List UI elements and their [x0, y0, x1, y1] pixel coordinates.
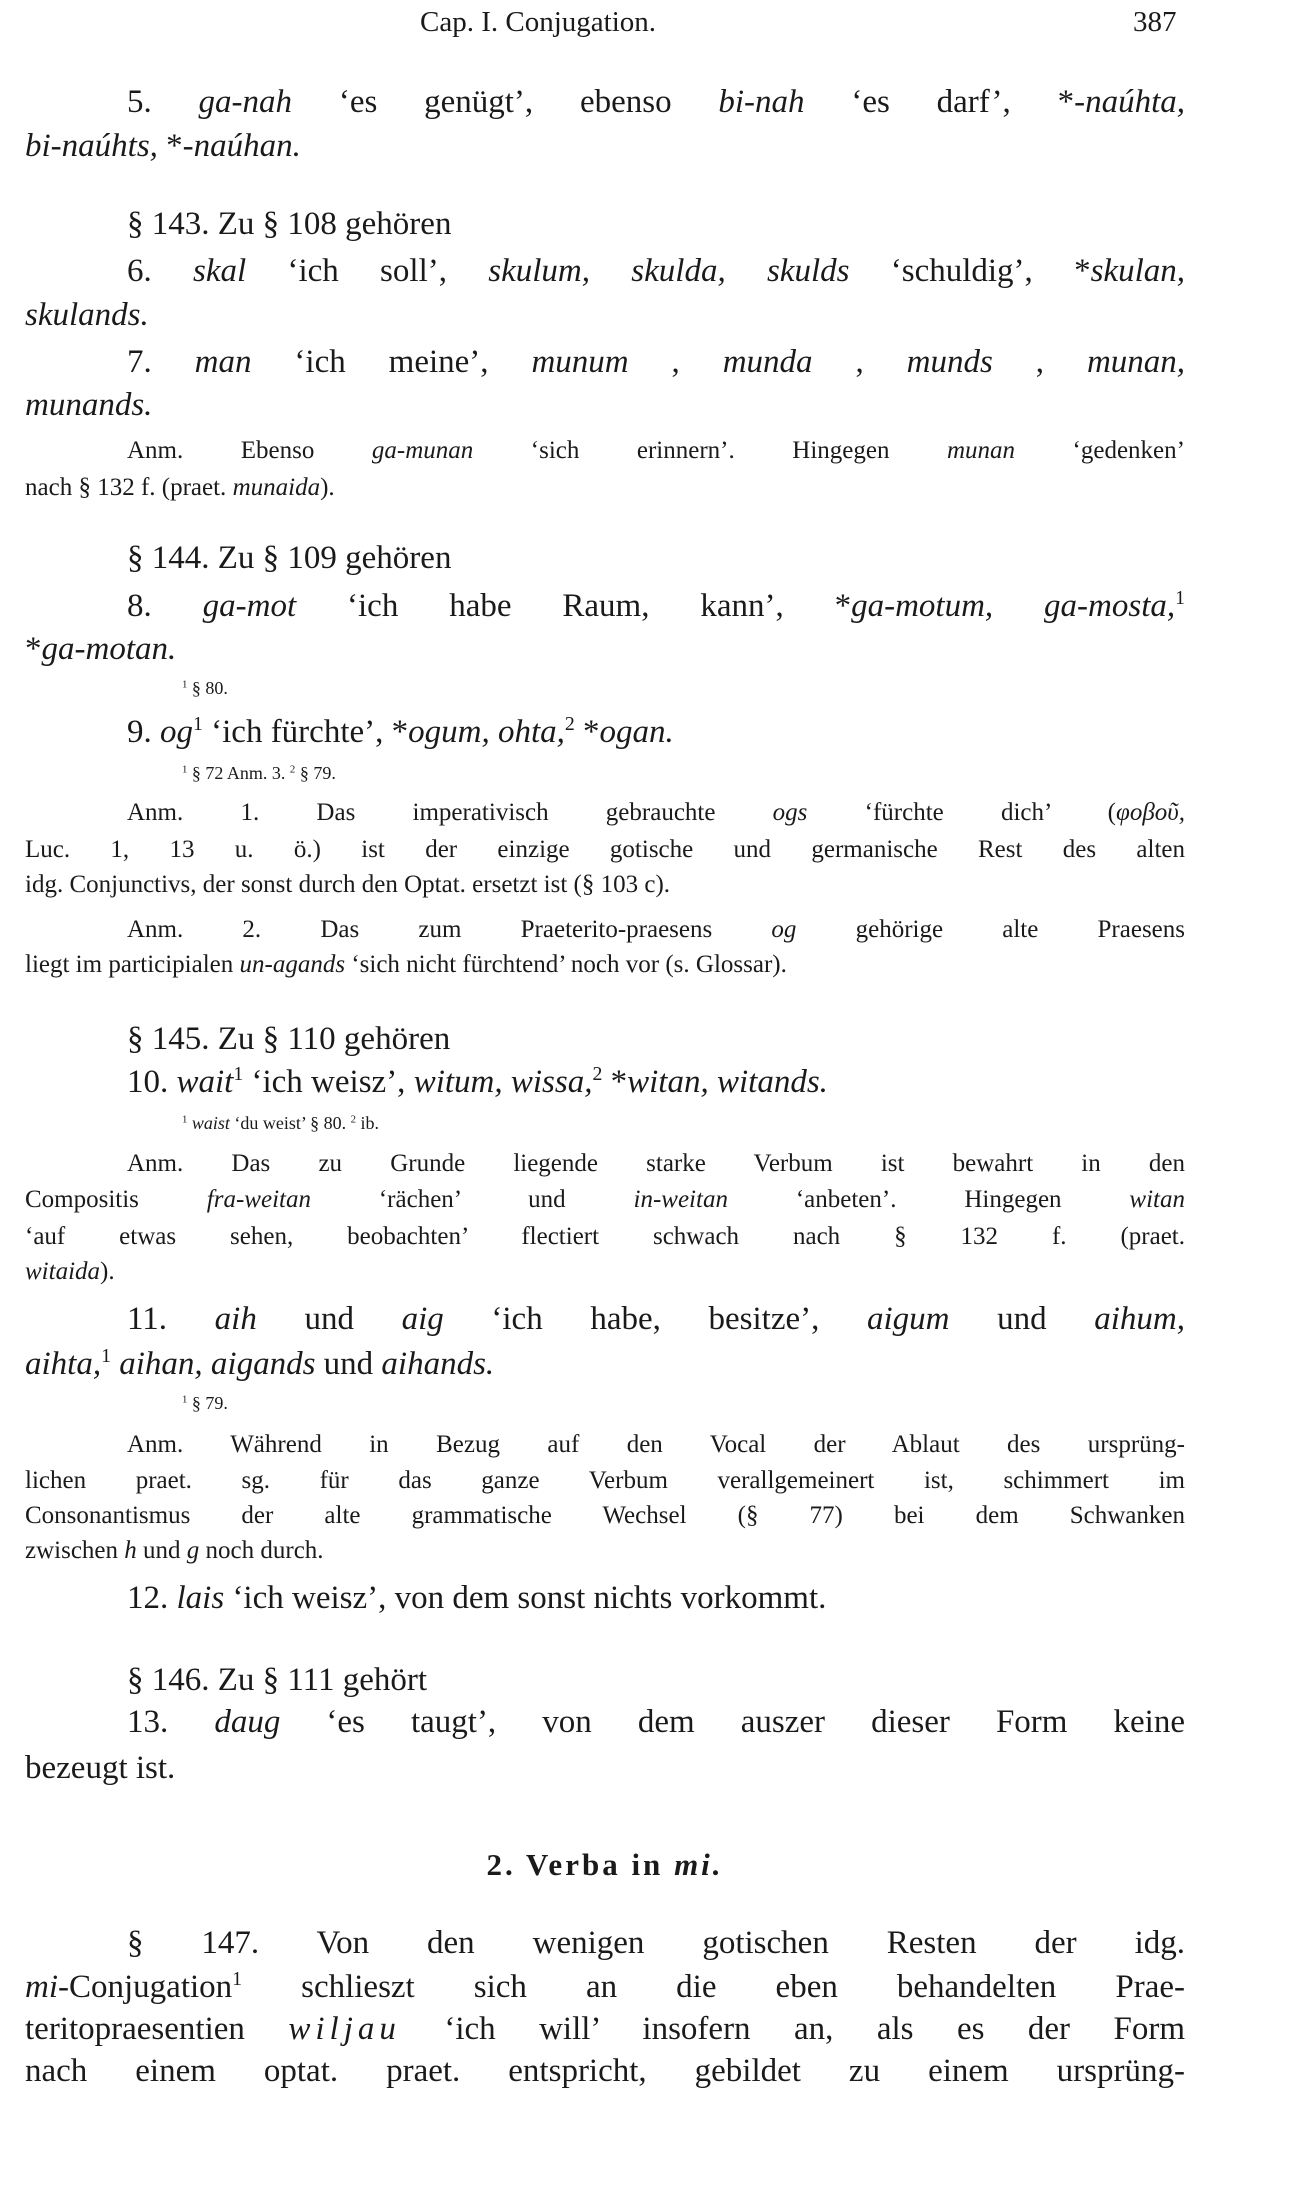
text-run: bezeugt ist.: [25, 1750, 176, 1786]
gothic-form: aihands.: [381, 1346, 495, 1382]
text-line: [25, 1465, 1185, 1496]
text-line: [127, 1578, 1185, 1618]
footnote-marker: 1: [182, 763, 188, 776]
gothic-form: mi: [25, 1969, 58, 2005]
gothic-form: aig: [401, 1301, 444, 1337]
text-run: ‘rächen’ und: [310, 1186, 634, 1213]
footnote-line: [182, 1111, 1185, 1135]
text-run: ‘schuldig’, *: [849, 253, 1091, 289]
footnote-marker: 2: [289, 763, 296, 776]
text-run: 12.: [127, 1580, 177, 1616]
text-line: [127, 204, 1185, 244]
footnote-line: [182, 761, 1185, 785]
gothic-form: skulands.: [25, 297, 149, 333]
gothic-form: ogan.: [599, 714, 674, 750]
gothic-form: man: [194, 344, 252, 380]
gothic-form: munda: [722, 344, 813, 380]
gothic-form: -naúhta,: [1074, 84, 1185, 120]
text-run: nach § 132 f. (praet.: [25, 474, 233, 501]
text-run: *: [25, 631, 42, 667]
gothic-form: munan: [946, 437, 1016, 464]
text-line: [127, 1923, 1185, 1964]
gothic-form: un-agands: [239, 951, 346, 978]
text-run: 13.: [127, 1704, 215, 1740]
text-run: gehörige alte Praesens: [796, 916, 1185, 943]
text-run: ‘sich nicht fürchtend’ noch vor (s. Glossar).: [345, 951, 787, 978]
gothic-form: skal: [193, 253, 247, 289]
gothic-form: ga-nah: [198, 84, 293, 120]
text-line: [127, 1429, 1185, 1460]
text-run: ‘es genügt’, ebenso: [292, 84, 719, 120]
text-line: [127, 797, 1185, 828]
text-run: 8.: [127, 588, 203, 624]
text-run: Compositis: [25, 1186, 207, 1213]
text-line: [25, 1184, 1185, 1215]
gothic-form: daug: [214, 1704, 281, 1740]
footnote-line: [182, 1391, 1185, 1415]
text-run: ‘es taugt’, von dem auszer dieser Form keine: [280, 1704, 1185, 1740]
gothic-form: φοβοῦ,: [1116, 799, 1185, 826]
section-heading: [25, 1845, 1185, 1885]
gothic-form: witum, wissa,: [413, 1064, 593, 1100]
text-line: [127, 538, 1185, 578]
text-run: 5.: [127, 84, 199, 120]
text-run: ‘du weist’ § 80.: [229, 1113, 351, 1133]
text-run: ‘sich erinnern’. Hingegen: [473, 437, 947, 464]
gothic-form: aihta,: [25, 1346, 102, 1382]
text-line: [127, 251, 1185, 292]
text-line: [127, 1702, 1185, 1743]
text-line: [25, 2051, 1185, 2092]
text-line: [127, 1062, 1185, 1102]
text-run: § 145. Zu § 110 gehören: [127, 1021, 451, 1057]
footnote-marker: 2: [564, 713, 575, 736]
gothic-form: mi.: [674, 1847, 724, 1882]
footnote-marker: 1: [232, 1968, 243, 1991]
gothic-form: aihan, aigands: [119, 1346, 316, 1382]
text-run: ,: [628, 344, 723, 380]
gothic-form: munum: [531, 344, 629, 380]
footnote-line: [182, 676, 1185, 700]
text-run: *: [574, 714, 600, 750]
gothic-form: ogum, ohta,: [408, 714, 565, 750]
text-run: und: [949, 1301, 1095, 1337]
gothic-form: h: [124, 1537, 137, 1564]
footnote-marker: 1: [101, 1345, 111, 1368]
gothic-form: munaida: [232, 474, 321, 501]
text-run: ,: [812, 344, 907, 380]
text-run: teritopraesentien: [25, 2011, 289, 2047]
footnote-marker: 2: [350, 1113, 356, 1126]
text-run: ‘gedenken’: [1015, 437, 1185, 464]
running-title: Cap. I. Conjugation.: [420, 6, 657, 38]
gothic-form: aih: [214, 1301, 257, 1337]
text-run: § 80.: [187, 678, 228, 698]
text-run: § 79.: [187, 1393, 228, 1413]
gothic-form: skulum, skulda, skulds: [488, 253, 850, 289]
text-run: 10.: [127, 1064, 177, 1100]
gothic-form: munands.: [25, 387, 153, 423]
text-run: 6.: [127, 253, 194, 289]
footnote-marker: 1: [193, 713, 203, 736]
text-run: 9.: [127, 714, 160, 750]
gothic-form: lais: [176, 1580, 225, 1616]
gothic-form: fra-weitan: [206, 1186, 311, 1213]
gothic-form: aihum,: [1094, 1301, 1185, 1337]
text-line: [25, 1256, 1185, 1288]
text-line: [25, 1535, 1185, 1567]
text-run: Anm. Ebenso: [127, 437, 372, 464]
gothic-form: ga-mot: [202, 588, 297, 624]
gothic-form: og: [160, 714, 193, 750]
text-run: 2. Verba in: [486, 1847, 675, 1882]
text-run: § 72 Anm. 3.: [187, 763, 290, 783]
text-line: [25, 1748, 1185, 1788]
text-line: [25, 949, 1185, 981]
gothic-form: g: [186, 1537, 200, 1564]
text-run: 11.: [127, 1301, 215, 1337]
text-run: noch durch.: [199, 1537, 324, 1564]
gothic-form: waist: [191, 1113, 230, 1133]
text-run: ,: [992, 344, 1087, 380]
text-run: liegt im participialen: [25, 951, 240, 978]
gothic-form: -naúhan.: [182, 128, 301, 164]
text-run: lichen praet. sg. für das ganze Verbum verallgemeinert ist, schimmert im: [25, 1467, 1185, 1494]
text-run: ‘anbeten’. Hingegen: [727, 1186, 1130, 1213]
gothic-form: bi-naúhts,: [25, 128, 158, 164]
text-run: idg. Conjunctivs, der sonst durch den Optat. ersetzt ist (§ 103 c).: [25, 871, 671, 898]
text-line: [127, 712, 1185, 752]
text-line: [127, 1148, 1185, 1179]
text-line: [127, 1299, 1185, 1340]
text-run: ‘ich habe Raum, kann’, *: [296, 588, 852, 624]
text-run: Consonantismus der alte grammatische Wechsel (§ 77) bei dem Schwanken: [25, 1502, 1185, 1529]
text-run: schlieszt sich an die eben behandelten Prae-: [242, 1969, 1185, 2005]
text-run: Anm. Das zu Grunde liegende starke Verbum ist bewahrt in den: [127, 1150, 1185, 1177]
gothic-form: bi-nah: [718, 84, 805, 120]
text-run: ‘fürchte dich’ (: [807, 799, 1116, 826]
text-run: ‘es darf’, *: [804, 84, 1075, 120]
text-run: und: [256, 1301, 402, 1337]
gothic-form: ga-munan: [371, 437, 474, 464]
text-run: nach einem optat. praet. entspricht, gebildet zu einem ursprüng-: [25, 2053, 1185, 2089]
text-line: [25, 1967, 1185, 2008]
footnote-marker: 1: [182, 1393, 188, 1406]
text-line: [25, 126, 1185, 166]
gothic-form: og: [771, 916, 797, 943]
text-run: Anm. 1. Das imperativisch gebrauchte: [127, 799, 773, 826]
gothic-form: witan, witands.: [627, 1064, 828, 1100]
text-line: [25, 834, 1185, 865]
text-run: § 146. Zu § 111 gehört: [127, 1662, 428, 1698]
text-run: 7.: [127, 344, 195, 380]
gothic-form: witaida: [25, 1258, 101, 1285]
text-line: [25, 629, 1185, 669]
text-line: [127, 586, 1185, 627]
text-run: Luc. 1, 13 u. ö.) ist der einzige gotische und germanische Rest des alten: [25, 836, 1185, 863]
footnote-marker: 1: [182, 1113, 188, 1126]
gothic-form: ogs: [772, 799, 808, 826]
text-line: [127, 435, 1185, 466]
text-run: zwischen: [25, 1537, 125, 1564]
footnote-marker: 1: [1175, 587, 1185, 610]
text-run: ib.: [355, 1113, 379, 1133]
text-run: ‘auf etwas sehen, beobachten’ flectiert schwach nach § 132 f. (praet.: [25, 1223, 1185, 1250]
text-run: [111, 1346, 119, 1382]
text-run: *: [602, 1064, 628, 1100]
text-run: ‘ich weisz’, von dem sonst nichts vorkommt.: [224, 1580, 827, 1616]
text-run: ).: [100, 1258, 115, 1285]
footnote-marker: 1: [233, 1063, 244, 1086]
gothic-form: skulan,: [1090, 253, 1185, 289]
text-run: ‘ich fürchte’, *: [202, 714, 409, 750]
text-run: und: [136, 1537, 187, 1564]
text-run: § 147. Von den wenigen gotischen Resten der idg.: [127, 1925, 1185, 1961]
text-line: [127, 342, 1185, 383]
gothic-form: ga-motan.: [41, 631, 177, 667]
text-line: [25, 472, 1185, 504]
text-line: [127, 914, 1185, 945]
text-run: ‘ich weisz’,: [243, 1064, 414, 1100]
text-run: *: [157, 128, 183, 164]
gothic-form: aigum: [867, 1301, 950, 1337]
text-line: [25, 1221, 1185, 1252]
gothic-form: wait: [176, 1064, 234, 1100]
text-line: [127, 82, 1185, 123]
text-run: Anm. Während in Bezug auf den Vocal der Ablaut des ursprüng-: [127, 1431, 1185, 1458]
text-run: § 79.: [295, 763, 336, 783]
text-run: § 143. Zu § 108 gehören: [127, 206, 452, 242]
text-line: [127, 1660, 1185, 1700]
text-line: [25, 1500, 1185, 1531]
text-run: und: [315, 1346, 382, 1382]
gothic-form: witan: [1129, 1186, 1185, 1213]
gothic-form: ga-motum, ga-mosta,: [851, 588, 1176, 624]
gothic-form: in-weitan: [633, 1186, 728, 1213]
text-run: § 144. Zu § 109 gehören: [127, 540, 452, 576]
gothic-form: munds: [906, 344, 993, 380]
gothic-form: wiljau: [288, 2011, 401, 2047]
text-run: ‘ich habe, besitze’,: [443, 1301, 867, 1337]
text-run: ‘ich soll’,: [246, 253, 489, 289]
text-line: [25, 1344, 1185, 1384]
text-run: Anm. 2. Das zum Praeterito-praesens: [127, 916, 772, 943]
text-line: [25, 385, 1185, 425]
text-line: [25, 2009, 1185, 2050]
text-run: -Conjugation: [58, 1969, 233, 2005]
text-line: [127, 1019, 1185, 1059]
footnote-marker: 1: [182, 678, 188, 691]
text-run: ‘ich will’ insofern an, als es der Form: [400, 2011, 1185, 2047]
text-line: [25, 869, 1185, 901]
text-run: ‘ich meine’,: [251, 344, 532, 380]
gothic-form: munan,: [1086, 344, 1185, 380]
text-run: ).: [320, 474, 335, 501]
page-number: 387: [1133, 6, 1177, 38]
text-line: [25, 295, 1185, 335]
footnote-marker: 2: [592, 1063, 603, 1086]
